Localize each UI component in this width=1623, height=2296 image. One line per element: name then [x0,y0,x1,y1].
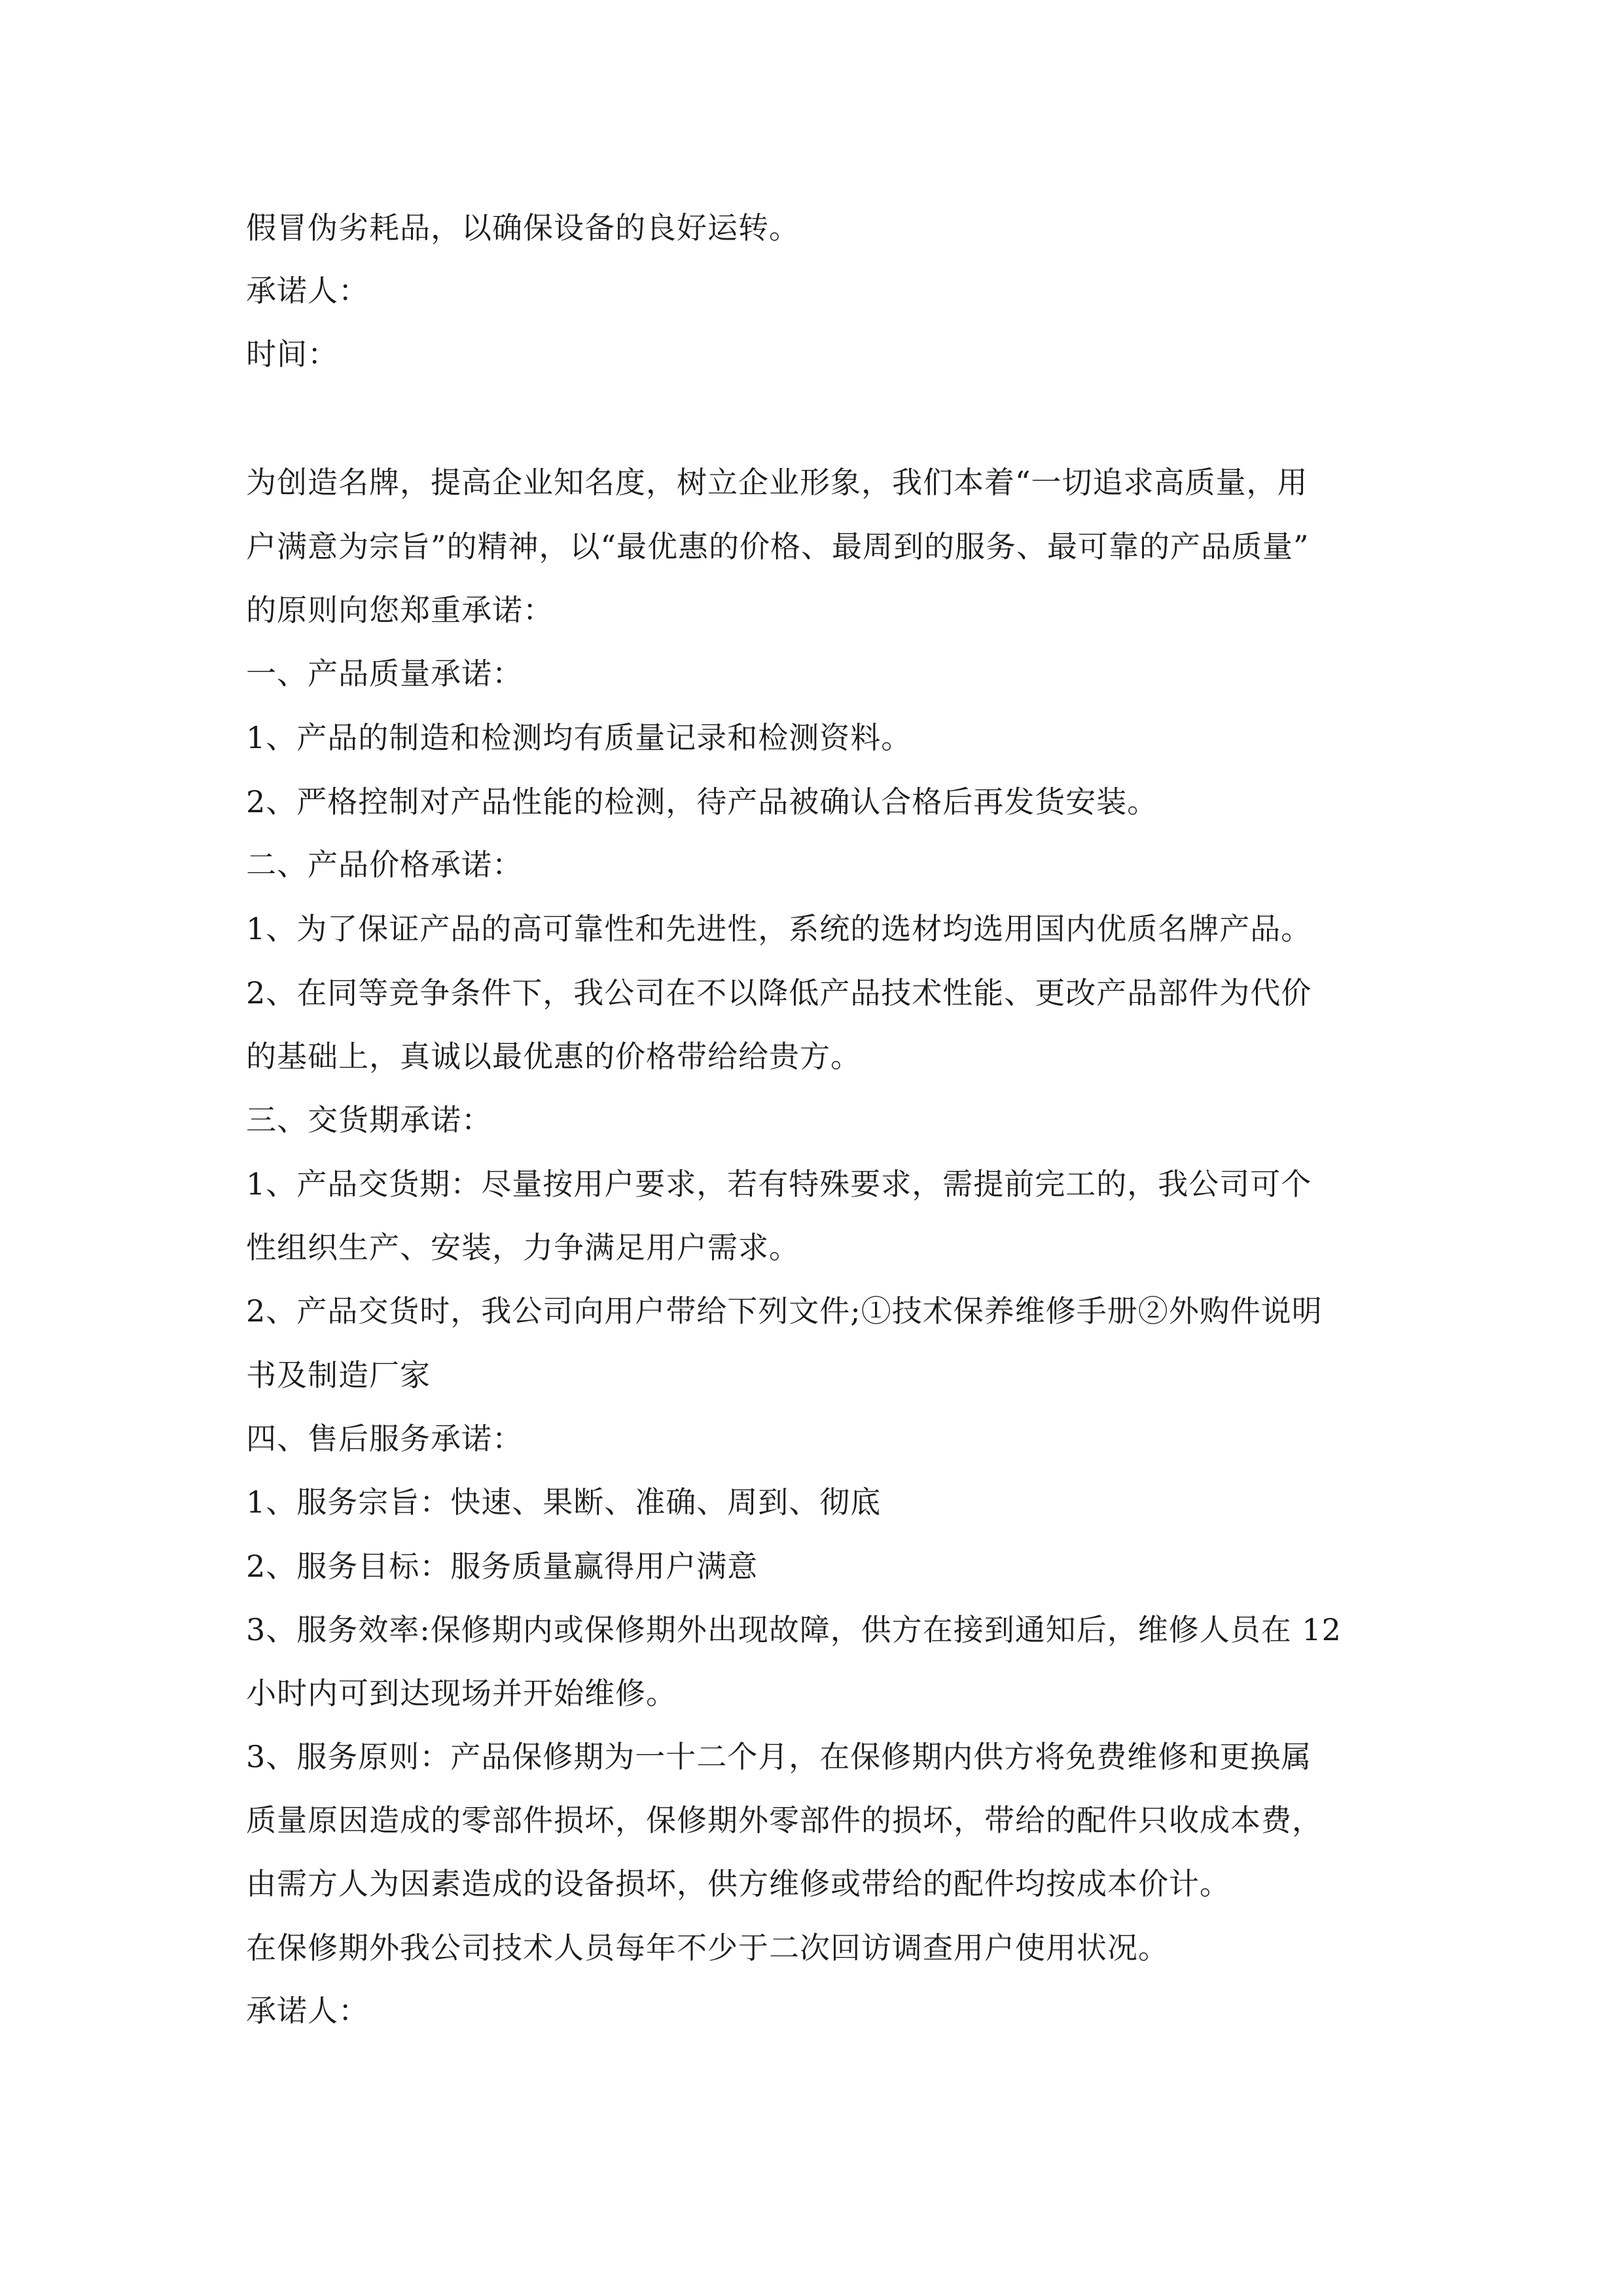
list-item-continued: 由需方人为因素造成的设备损坏，供方维修或带给的配件均按成本价计。 [246,1866,1230,1901]
list-item-continued: 小时内可到达现场并开始维修。 [246,1676,677,1711]
intro-line: 户满意为宗旨”的精神，以“最优惠的价格、最周到的服务、最可靠的产品质量” [246,529,1310,564]
signatory-label: 承诺人： [246,273,369,308]
list-item: 3、服务原则：产品保修期为一十二个月，在保修期内供方将免费维修和更换属 [246,1739,1312,1774]
list-item: 1、为了保证产品的高可靠性和先进性，系统的选材均选用国内优质名牌产品。 [246,911,1312,946]
intro-line: 为创造名牌，提高企业知名度，树立企业形象，我们本着“一切追求高质量，用 [246,465,1308,500]
text-line: 假冒伪劣耗品，以确保设备的良好运转。 [246,210,800,245]
list-item-continued: 质量原因造成的零部件损坏，保修期外零部件的损坏，带给的配件只收成本费， [246,1803,1323,1838]
section-heading: 一、产品质量承诺： [246,656,523,691]
list-item: 1、产品的制造和检测均有质量记录和检测资料。 [246,720,912,755]
intro-line: 的原则向您郑重承诺： [246,592,554,628]
list-item: 2、在同等竞争条件下，我公司在不以降低产品技术性能、更改产品部件为代价 [246,975,1312,1011]
list-item-continued: 的基础上，真诚以最优惠的价格带给给贵方。 [246,1039,861,1074]
list-item: 1、服务宗旨：快速、果断、准确、周到、彻底 [246,1484,882,1520]
section-heading: 四、售后服务承诺： [246,1421,523,1456]
list-item: 1、产品交货期：尽量按用户要求，若有特殊要求，需提前完工的，我公司可个 [246,1166,1312,1202]
signatory-label: 承诺人： [246,1993,369,2028]
date-label: 时间： [246,336,338,372]
section-heading: 三、交货期承诺： [246,1102,492,1138]
list-item: 3、服务效率:保修期内或保修期外出现故障，供方在接到通知后，维修人员在 12 [246,1612,1342,1647]
list-item: 2、产品交货时，我公司向用户带给下列文件;①技术保养维修手册②外购件说明 [246,1293,1323,1329]
list-item: 2、服务目标：服务质量赢得用户满意 [246,1549,758,1584]
list-item: 2、严格控制对产品性能的检测，待产品被确认合格后再发货安装。 [246,784,1158,819]
text-line: 在保修期外我公司技术人员每年不少于二次回访调查用户使用状况。 [246,1930,1169,1965]
section-heading: 二、产品价格承诺： [246,847,523,882]
list-item-continued: 书及制造厂家 [246,1357,431,1393]
list-item-continued: 性组织生产、安装，力争满足用户需求。 [246,1230,800,1265]
